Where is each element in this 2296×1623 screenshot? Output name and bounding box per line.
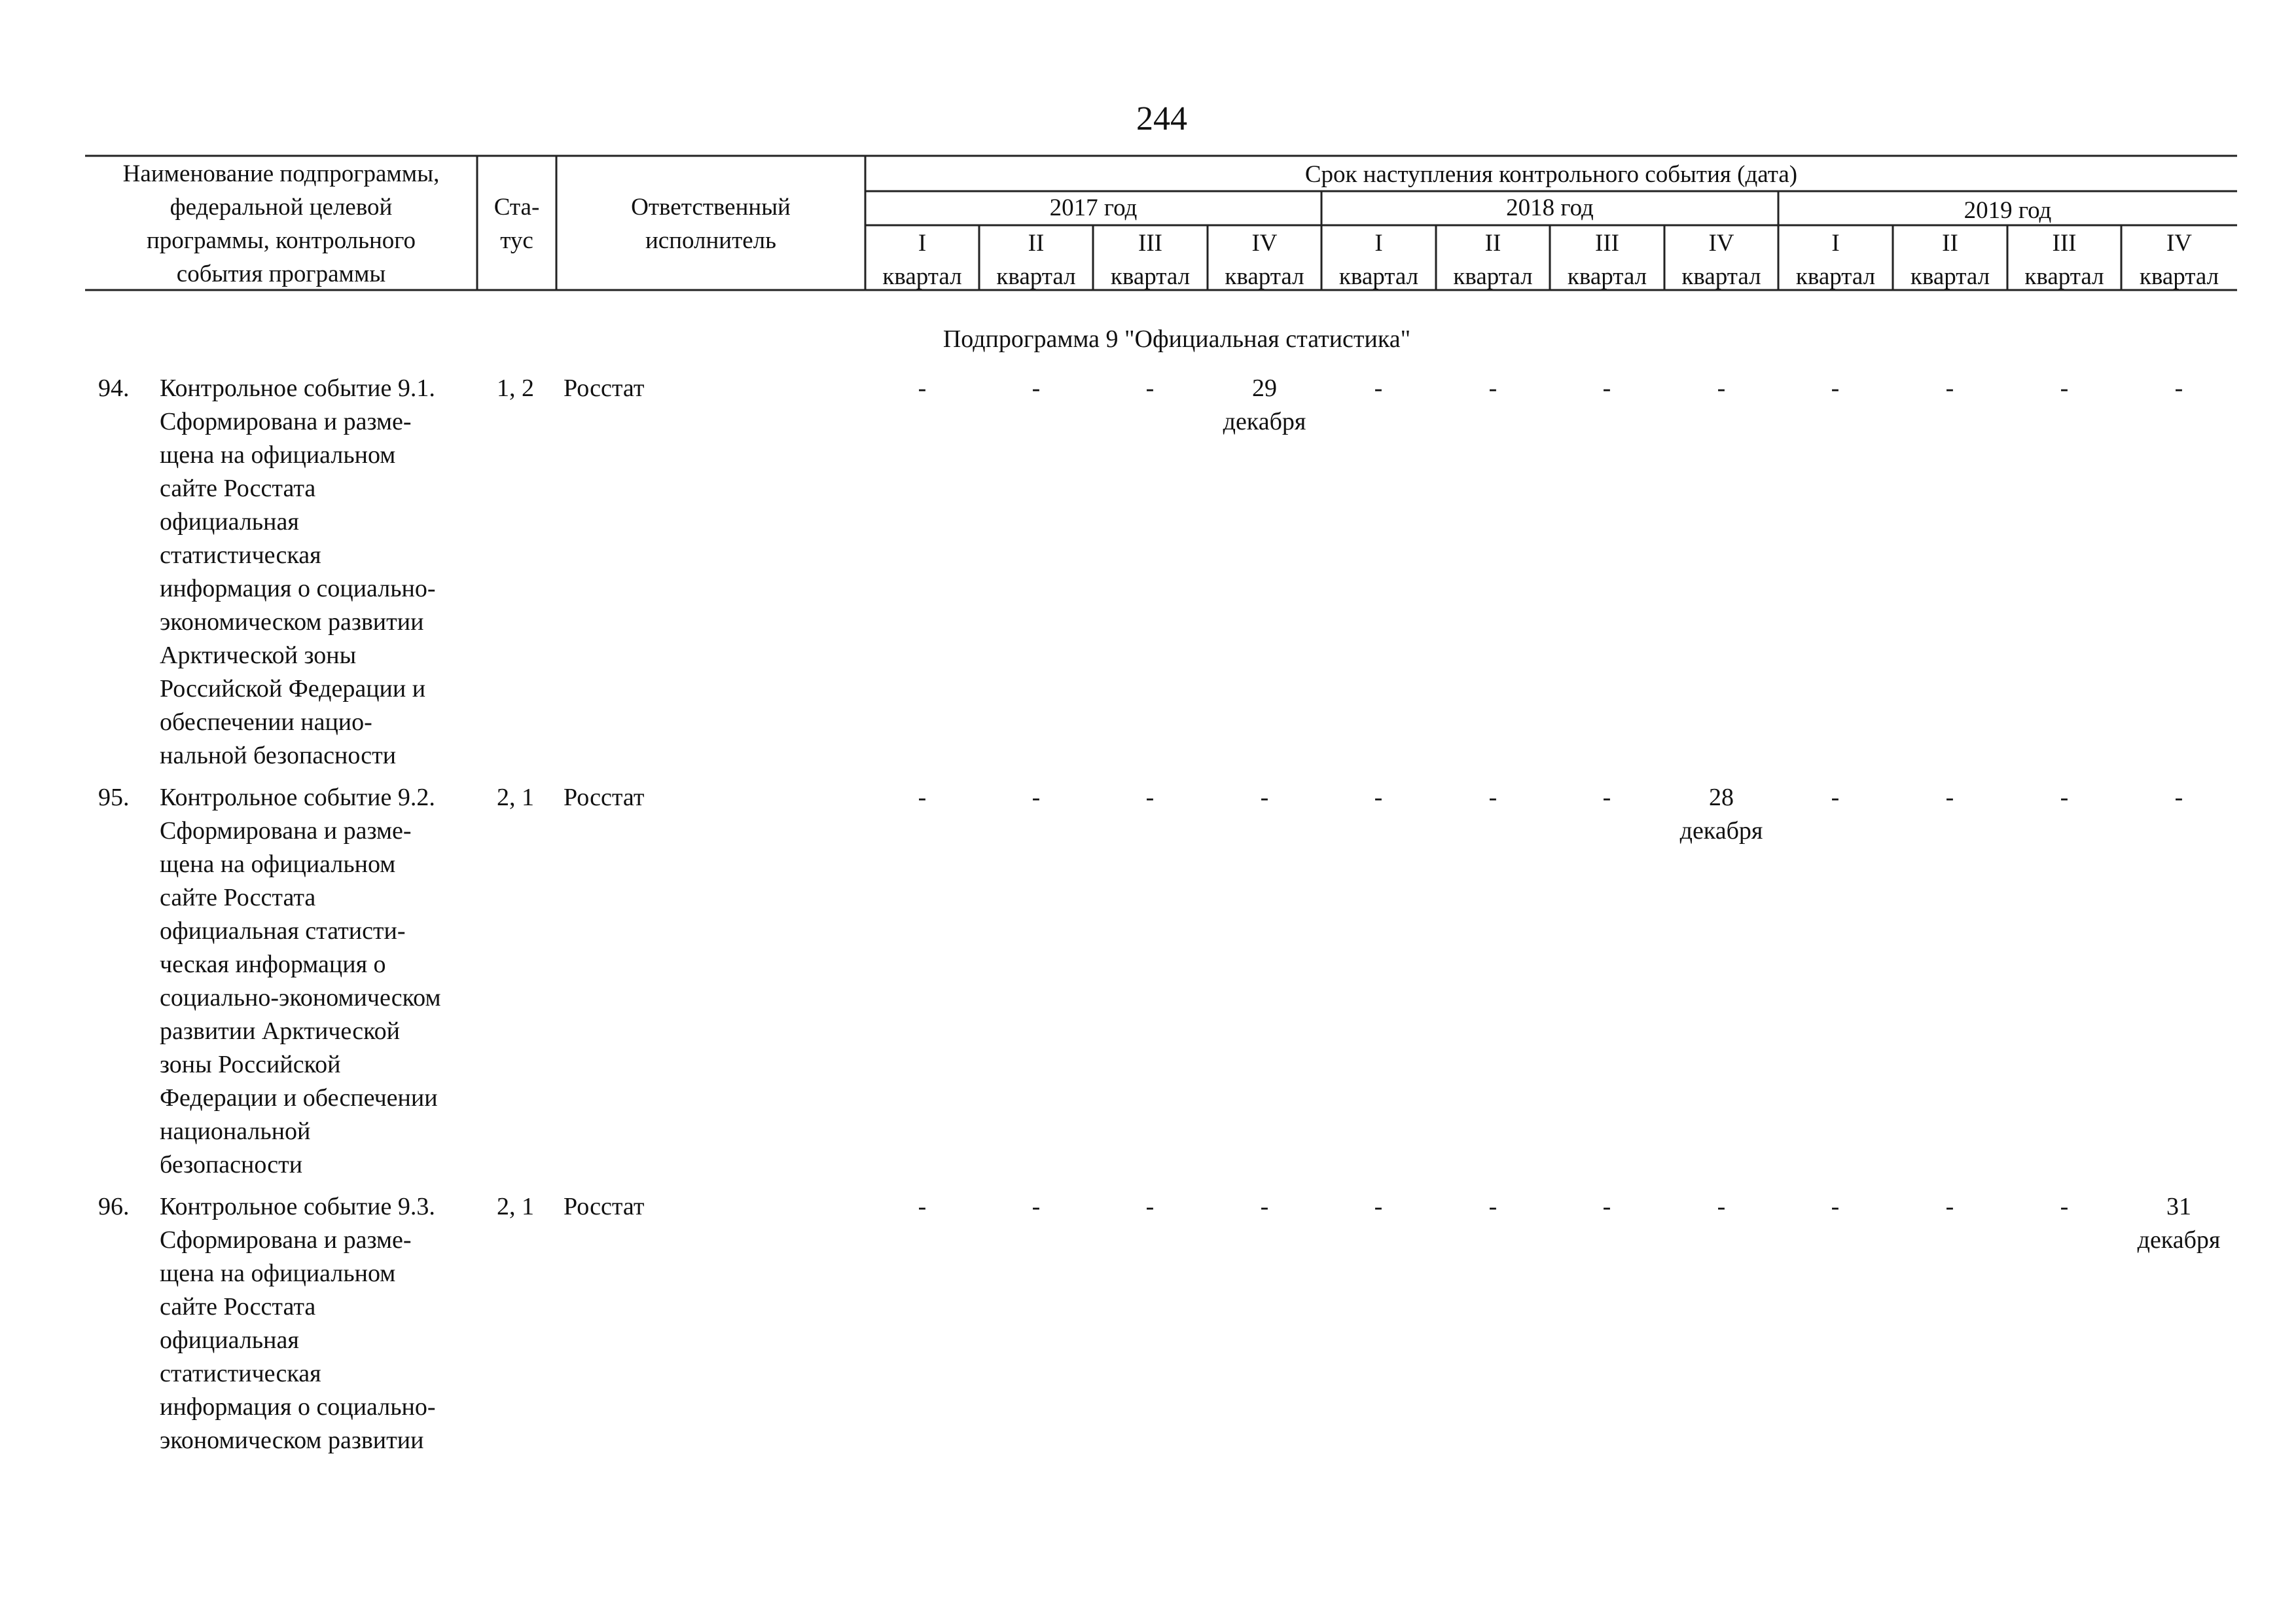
header-year-2018: 2018 год <box>1506 194 1594 221</box>
row-number: 95. <box>98 784 130 811</box>
header-deadline-title: Срок наступления контрольного события (дата) <box>1304 161 1798 188</box>
quarter-cell: - <box>2060 374 2069 402</box>
row-executor: Росстат <box>564 784 645 811</box>
quarter-cell: - <box>1831 374 1840 402</box>
quarter-header: III квартал <box>1110 230 1191 290</box>
quarter-cell: 31 декабря <box>2137 1193 2221 1254</box>
row-event-name: Контрольное событие 9.3. Сформирована и разме- щена на официальном сайте Росстата официальная статистическая информация о социально- экономическом развитии <box>160 1193 436 1454</box>
quarter-header: II квартал <box>996 230 1076 290</box>
quarter-header: IV квартал <box>2139 230 2219 290</box>
quarter-header: IV квартал <box>1681 230 1761 290</box>
quarter-cell: 29 декабря <box>1223 374 1306 435</box>
section-title: Подпрограмма 9 "Официальная статистика" <box>942 325 1411 353</box>
quarter-cell: - <box>1145 1193 1155 1220</box>
quarter-cell: - <box>2060 784 2069 811</box>
table-header <box>0 0 2296 301</box>
quarter-cell: - <box>1717 1193 1726 1220</box>
header-name-line: Наименование подпрограммы, <box>122 160 440 187</box>
header-status-col <box>477 191 556 257</box>
row-event-name: Контрольное событие 9.1. Сформирована и разме- щена на официальном сайте Росстата официальная статистическая информация о социально- экономическом развитии Арктической зоны Российской Федерации и обеспечении нацио- нальной безопасности <box>160 374 436 769</box>
quarter-cell: - <box>1145 784 1155 811</box>
quarter-cell: - <box>1488 1193 1498 1220</box>
quarter-cell: - <box>1602 374 1611 402</box>
quarter-cell: - <box>2060 1193 2069 1220</box>
quarter-header: I квартал <box>882 230 962 290</box>
quarter-cell: - <box>1374 784 1383 811</box>
quarter-header: II квартал <box>1453 230 1533 290</box>
header-status-line: тус <box>500 227 533 254</box>
quarter-cell: - <box>1488 374 1498 402</box>
quarter-cell: - <box>1831 1193 1840 1220</box>
quarter-cell: - <box>1260 1193 1269 1220</box>
header-name-line: программы, контрольного <box>146 227 416 254</box>
header-name-col <box>85 157 477 291</box>
row-event-name: Контрольное событие 9.2. Сформирована и разме- щена на официальном сайте Росстата официальная статисти- ческая информация о социально-экономическом развитии Арктической зоны Российской Федерации и обеспечении национальной безопасности <box>160 784 441 1178</box>
row-status: 2, 1 <box>497 784 534 811</box>
row-number: 94. <box>98 374 130 402</box>
quarter-cell: - <box>1374 374 1383 402</box>
quarter-cell: - <box>1031 784 1041 811</box>
quarter-cell: - <box>1602 1193 1611 1220</box>
quarter-cell: - <box>1260 784 1269 811</box>
row-status: 2, 1 <box>497 1193 534 1220</box>
row-status: 1, 2 <box>497 374 534 402</box>
quarter-cell: - <box>918 1193 927 1220</box>
quarter-header: IV квартал <box>1225 230 1304 290</box>
quarter-header: I квартал <box>1795 230 1876 290</box>
quarter-cell: - <box>1945 1193 1954 1220</box>
quarter-cell: - <box>1031 1193 1041 1220</box>
header-status-line: Ста- <box>493 194 540 221</box>
quarter-cell: - <box>1031 374 1041 402</box>
header-year-2017: 2017 год <box>1049 194 1138 221</box>
quarter-cell: - <box>1945 374 1954 402</box>
header-year-2019: 2019 год <box>1964 197 2052 224</box>
quarter-cell: - <box>1488 784 1498 811</box>
quarter-cell: - <box>2174 784 2183 811</box>
quarter-header: III квартал <box>2024 230 2104 290</box>
page-number: 244 <box>1136 100 1187 137</box>
quarter-cell: 28 декабря <box>1679 784 1763 845</box>
quarter-cell: - <box>1145 374 1155 402</box>
quarter-cell: - <box>1831 784 1840 811</box>
header-name-line: федеральной целевой <box>170 194 393 221</box>
quarter-cell: - <box>2174 374 2183 402</box>
quarter-cell: - <box>1717 374 1726 402</box>
row-number: 96. <box>98 1193 130 1220</box>
header-exec-line: Ответственный <box>631 194 791 221</box>
header-exec-line: исполнитель <box>645 227 777 254</box>
row-executor: Росстат <box>564 1193 645 1220</box>
quarter-cell: - <box>918 374 927 402</box>
quarter-header: III квартал <box>1567 230 1647 290</box>
quarter-cell: - <box>918 784 927 811</box>
quarter-header: II квартал <box>1910 230 1990 290</box>
header-exec-col <box>556 191 865 257</box>
quarter-cell: - <box>1374 1193 1383 1220</box>
quarter-cell: - <box>1602 784 1611 811</box>
header-name-line: события программы <box>176 261 386 287</box>
row-executor: Росстат <box>564 374 645 402</box>
quarter-header: I квартал <box>1338 230 1419 290</box>
quarter-cell: - <box>1945 784 1954 811</box>
